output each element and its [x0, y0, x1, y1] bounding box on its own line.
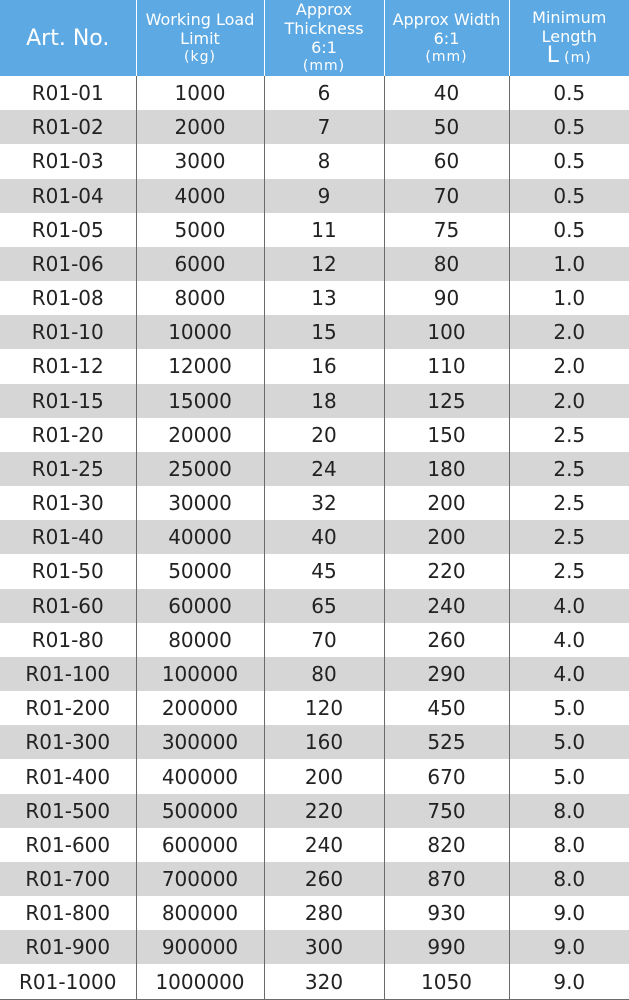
cell-width: 70: [384, 179, 509, 213]
header-wll-line1: Working Load: [145, 9, 255, 29]
table-row: [0, 725, 629, 759]
cell-art-no: R01-200: [0, 691, 136, 725]
cell-working-load-limit: 80000: [136, 623, 264, 657]
cell-working-load-limit: 8000: [136, 281, 264, 315]
cell-art-no: R01-50: [0, 554, 136, 588]
cell-art-no: R01-15: [0, 384, 136, 418]
cell-min-length: 5.0: [509, 691, 629, 725]
cell-width: 670: [384, 759, 509, 793]
header-art-no-label: Art. No.: [26, 25, 110, 51]
cell-art-no: R01-01: [0, 76, 136, 110]
cell-working-load-limit: 30000: [136, 486, 264, 520]
cell-working-load-limit: 100000: [136, 657, 264, 691]
cell-width: 930: [384, 896, 509, 930]
header-width-line2: 6:1: [433, 28, 460, 48]
table-body: [0, 76, 629, 1000]
cell-min-length: 8.0: [509, 794, 629, 828]
cell-thickness: 13: [264, 281, 384, 315]
cell-thickness: 6: [264, 76, 384, 110]
cell-working-load-limit: 2000: [136, 110, 264, 144]
table-row: [0, 247, 629, 281]
cell-thickness: 11: [264, 213, 384, 247]
table-header: [0, 0, 629, 76]
cell-thickness: 65: [264, 589, 384, 623]
cell-thickness: 24: [264, 452, 384, 486]
cell-art-no: R01-1000: [0, 964, 136, 999]
cell-working-load-limit: 400000: [136, 759, 264, 793]
header-width: [384, 0, 509, 76]
cell-art-no: R01-300: [0, 725, 136, 759]
table-row: [0, 828, 629, 862]
cell-thickness: 45: [264, 554, 384, 588]
cell-width: 220: [384, 554, 509, 588]
cell-thickness: 200: [264, 759, 384, 793]
header-len-unit: (m): [564, 50, 592, 66]
cell-min-length: 2.5: [509, 520, 629, 554]
cell-min-length: 0.5: [509, 144, 629, 178]
cell-thickness: 80: [264, 657, 384, 691]
cell-min-length: 2.0: [509, 349, 629, 383]
cell-working-load-limit: 800000: [136, 896, 264, 930]
cell-width: 80: [384, 247, 509, 281]
cell-working-load-limit: 300000: [136, 725, 264, 759]
cell-thickness: 40: [264, 520, 384, 554]
cell-art-no: R01-02: [0, 110, 136, 144]
header-working-load-limit: [136, 0, 264, 76]
cell-thickness: 32: [264, 486, 384, 520]
cell-art-no: R01-12: [0, 349, 136, 383]
cell-working-load-limit: 6000: [136, 247, 264, 281]
header-thk-line3: 6:1: [311, 38, 337, 57]
cell-min-length: 9.0: [509, 964, 629, 999]
cell-thickness: 7: [264, 110, 384, 144]
cell-art-no: R01-60: [0, 589, 136, 623]
cell-working-load-limit: 10000: [136, 315, 264, 349]
cell-min-length: 5.0: [509, 759, 629, 793]
table-row: [0, 452, 629, 486]
cell-min-length: 8.0: [509, 828, 629, 862]
header-thk-line2: Thickness: [284, 19, 364, 38]
header-row: [0, 0, 629, 76]
header-thk-unit: (mm): [302, 58, 346, 74]
cell-art-no: R01-500: [0, 794, 136, 828]
table-row: [0, 110, 629, 144]
cell-width: 870: [384, 862, 509, 896]
cell-min-length: 0.5: [509, 76, 629, 110]
cell-art-no: R01-08: [0, 281, 136, 315]
cell-width: 200: [384, 520, 509, 554]
cell-width: 525: [384, 725, 509, 759]
table-row: [0, 862, 629, 896]
table-row: [0, 657, 629, 691]
cell-min-length: 1.0: [509, 281, 629, 315]
cell-thickness: 280: [264, 896, 384, 930]
cell-min-length: 1.0: [509, 247, 629, 281]
cell-width: 450: [384, 691, 509, 725]
header-len-line3: [510, 43, 629, 68]
cell-art-no: R01-40: [0, 520, 136, 554]
cell-width: 990: [384, 930, 509, 964]
header-thk-line1: Approx: [295, 0, 353, 19]
cell-width: 180: [384, 452, 509, 486]
cell-working-load-limit: 3000: [136, 144, 264, 178]
header-len-letter: L: [546, 43, 560, 68]
cell-width: 40: [384, 76, 509, 110]
header-thickness: [264, 0, 384, 76]
table-row: [0, 520, 629, 554]
table-row: [0, 794, 629, 828]
cell-thickness: 160: [264, 725, 384, 759]
table-row: [0, 281, 629, 315]
header-wll-unit: (kg): [184, 48, 216, 65]
table-row: [0, 213, 629, 247]
cell-width: 1050: [384, 964, 509, 999]
table-row: [0, 623, 629, 657]
cell-width: 240: [384, 589, 509, 623]
cell-working-load-limit: 50000: [136, 554, 264, 588]
cell-min-length: 4.0: [509, 657, 629, 691]
cell-working-load-limit: 15000: [136, 384, 264, 418]
cell-thickness: 15: [264, 315, 384, 349]
cell-min-length: 9.0: [509, 930, 629, 964]
cell-art-no: R01-05: [0, 213, 136, 247]
cell-width: 260: [384, 623, 509, 657]
cell-thickness: 8: [264, 144, 384, 178]
table-row: [0, 930, 629, 964]
cell-art-no: R01-06: [0, 247, 136, 281]
header-width-unit: (mm): [425, 48, 468, 65]
cell-thickness: 9: [264, 179, 384, 213]
cell-working-load-limit: 12000: [136, 349, 264, 383]
table-row: [0, 315, 629, 349]
cell-width: 290: [384, 657, 509, 691]
cell-working-load-limit: 200000: [136, 691, 264, 725]
cell-min-length: 0.5: [509, 213, 629, 247]
table-row: [0, 486, 629, 520]
cell-working-load-limit: 600000: [136, 828, 264, 862]
cell-art-no: R01-800: [0, 896, 136, 930]
cell-min-length: 2.5: [509, 554, 629, 588]
cell-min-length: 0.5: [509, 179, 629, 213]
cell-thickness: 260: [264, 862, 384, 896]
cell-art-no: R01-03: [0, 144, 136, 178]
table-row: [0, 964, 629, 999]
cell-thickness: 320: [264, 964, 384, 999]
table-row: [0, 691, 629, 725]
cell-thickness: 120: [264, 691, 384, 725]
cell-min-length: 5.0: [509, 725, 629, 759]
header-len-line2: Length: [541, 27, 597, 46]
cell-min-length: 0.5: [509, 110, 629, 144]
cell-width: 100: [384, 315, 509, 349]
cell-width: 90: [384, 281, 509, 315]
cell-min-length: 8.0: [509, 862, 629, 896]
cell-art-no: R01-600: [0, 828, 136, 862]
cell-width: 200: [384, 486, 509, 520]
cell-width: 75: [384, 213, 509, 247]
header-len-line1: Minimum: [532, 8, 607, 27]
cell-min-length: 2.5: [509, 418, 629, 452]
header-width-line1: Approx Width: [392, 9, 501, 29]
cell-art-no: R01-30: [0, 486, 136, 520]
cell-working-load-limit: 25000: [136, 452, 264, 486]
cell-art-no: R01-10: [0, 315, 136, 349]
cell-working-load-limit: 700000: [136, 862, 264, 896]
cell-width: 150: [384, 418, 509, 452]
table-row: [0, 589, 629, 623]
cell-working-load-limit: 500000: [136, 794, 264, 828]
cell-working-load-limit: 4000: [136, 179, 264, 213]
header-min-length: [509, 0, 629, 76]
table-row: [0, 554, 629, 588]
cell-width: 125: [384, 384, 509, 418]
cell-thickness: 240: [264, 828, 384, 862]
cell-thickness: 300: [264, 930, 384, 964]
table-row: [0, 418, 629, 452]
cell-art-no: R01-100: [0, 657, 136, 691]
cell-width: 60: [384, 144, 509, 178]
cell-art-no: R01-400: [0, 759, 136, 793]
cell-art-no: R01-80: [0, 623, 136, 657]
cell-width: 50: [384, 110, 509, 144]
cell-art-no: R01-20: [0, 418, 136, 452]
table-row: [0, 349, 629, 383]
cell-art-no: R01-25: [0, 452, 136, 486]
cell-min-length: 2.0: [509, 315, 629, 349]
cell-working-load-limit: 1000: [136, 76, 264, 110]
cell-working-load-limit: 40000: [136, 520, 264, 554]
cell-art-no: R01-900: [0, 930, 136, 964]
table-row: [0, 179, 629, 213]
cell-thickness: 12: [264, 247, 384, 281]
cell-min-length: 9.0: [509, 896, 629, 930]
cell-width: 750: [384, 794, 509, 828]
cell-art-no: R01-700: [0, 862, 136, 896]
cell-thickness: 20: [264, 418, 384, 452]
cell-min-length: 2.5: [509, 452, 629, 486]
cell-working-load-limit: 20000: [136, 418, 264, 452]
header-wll-line2: Limit: [180, 28, 220, 48]
cell-min-length: 2.5: [509, 486, 629, 520]
cell-art-no: R01-04: [0, 179, 136, 213]
cell-min-length: 4.0: [509, 623, 629, 657]
table-row: [0, 384, 629, 418]
cell-width: 110: [384, 349, 509, 383]
cell-thickness: 220: [264, 794, 384, 828]
cell-min-length: 2.0: [509, 384, 629, 418]
table-row: [0, 759, 629, 793]
cell-working-load-limit: 5000: [136, 213, 264, 247]
header-art-no: [0, 0, 136, 76]
cell-width: 820: [384, 828, 509, 862]
table-row: [0, 76, 629, 110]
cell-thickness: 18: [264, 384, 384, 418]
table-row: [0, 896, 629, 930]
table-row: [0, 144, 629, 178]
cell-min-length: 4.0: [509, 589, 629, 623]
cell-thickness: 16: [264, 349, 384, 383]
cell-working-load-limit: 900000: [136, 930, 264, 964]
cell-working-load-limit: 1000000: [136, 964, 264, 999]
cell-working-load-limit: 60000: [136, 589, 264, 623]
cell-thickness: 70: [264, 623, 384, 657]
